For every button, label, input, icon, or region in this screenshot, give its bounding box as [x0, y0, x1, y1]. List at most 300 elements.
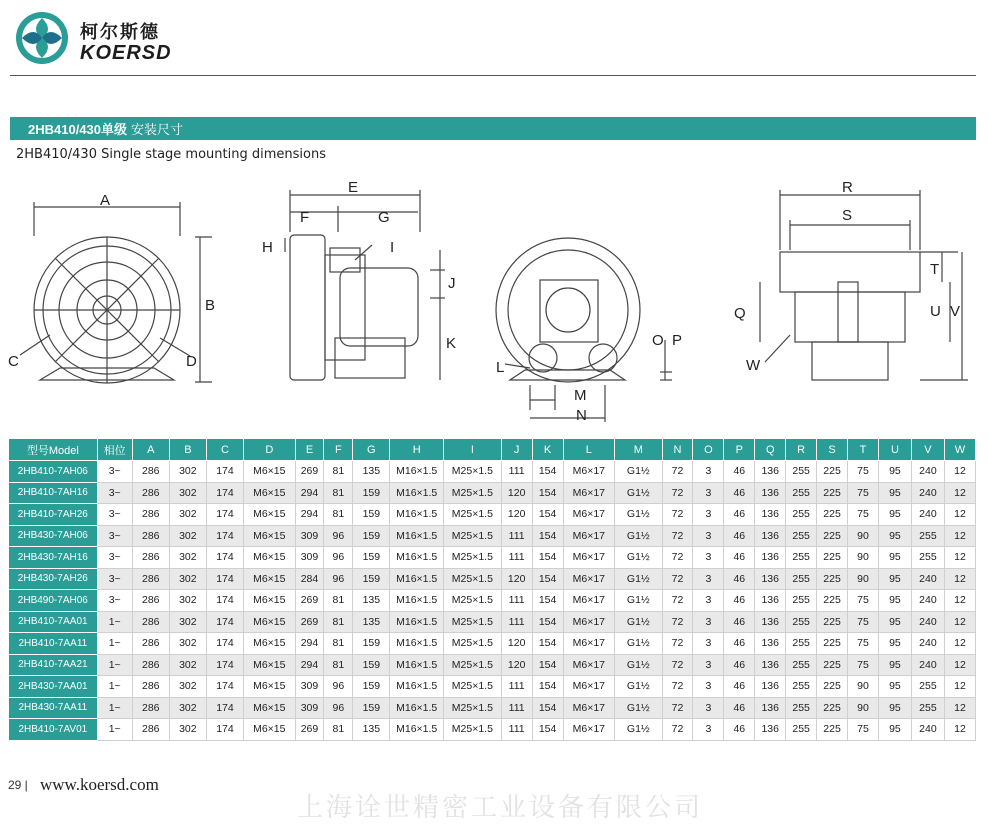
- table-cell: G1½: [615, 719, 662, 741]
- table-cell: 46: [724, 633, 755, 655]
- table-cell: G1½: [615, 697, 662, 719]
- table-cell: 135: [353, 590, 390, 612]
- table-cell: 111: [501, 611, 532, 633]
- model-cell: 2HB430-7AH16: [9, 547, 98, 569]
- table-cell: G1½: [615, 461, 662, 483]
- table-cell: M16×1.5: [390, 547, 444, 569]
- table-cell: 302: [169, 611, 206, 633]
- table-cell: 72: [662, 504, 693, 526]
- table-cell: 294: [295, 504, 324, 526]
- table-cell: 225: [817, 654, 848, 676]
- label-O: O: [652, 332, 664, 349]
- table-cell: 174: [206, 482, 243, 504]
- table-cell: 302: [169, 504, 206, 526]
- table-cell: 240: [911, 482, 944, 504]
- table-cell: 72: [662, 633, 693, 655]
- table-cell: 72: [662, 461, 693, 483]
- label-J: J: [448, 275, 456, 292]
- model-cell: 2HB430-7AH26: [9, 568, 98, 590]
- table-cell: 136: [755, 697, 786, 719]
- table-row: [9, 611, 976, 633]
- label-H: H: [262, 239, 273, 256]
- table-cell: 255: [786, 461, 817, 483]
- table-cell: G1½: [615, 482, 662, 504]
- column-header: I: [443, 439, 501, 461]
- front-view-drawing: [20, 202, 212, 383]
- table-cell: M16×1.5: [390, 482, 444, 504]
- table-cell: 95: [878, 676, 911, 698]
- table-cell: M16×1.5: [390, 461, 444, 483]
- table-cell: 294: [295, 482, 324, 504]
- model-cell: 2HB410-7AA21: [9, 654, 98, 676]
- table-cell: 136: [755, 461, 786, 483]
- table-cell: 286: [132, 568, 169, 590]
- table-cell: 255: [911, 547, 944, 569]
- table-cell: M6×15: [244, 719, 296, 741]
- table-cell: 240: [911, 504, 944, 526]
- model-cell: 2HB410-7AV01: [9, 719, 98, 741]
- table-cell: 294: [295, 654, 324, 676]
- table-cell: 75: [848, 461, 879, 483]
- column-header: A: [132, 439, 169, 461]
- table-cell: 3~: [97, 482, 132, 504]
- table-cell: 95: [878, 633, 911, 655]
- column-header: Q: [755, 439, 786, 461]
- table-cell: 12: [944, 611, 975, 633]
- table-cell: 225: [817, 504, 848, 526]
- table-cell: 95: [878, 654, 911, 676]
- table-cell: 136: [755, 547, 786, 569]
- column-header: S: [817, 439, 848, 461]
- table-cell: 3: [693, 611, 724, 633]
- table-cell: 95: [878, 482, 911, 504]
- table-cell: 240: [911, 461, 944, 483]
- table-cell: 159: [353, 654, 390, 676]
- table-cell: M6×15: [244, 482, 296, 504]
- table-cell: G1½: [615, 547, 662, 569]
- table-cell: 72: [662, 590, 693, 612]
- table-cell: 75: [848, 504, 879, 526]
- table-cell: 154: [532, 568, 563, 590]
- table-cell: 12: [944, 482, 975, 504]
- table-cell: 3: [693, 654, 724, 676]
- table-cell: 255: [786, 676, 817, 698]
- table-cell: 3~: [97, 461, 132, 483]
- table-cell: 154: [532, 504, 563, 526]
- label-S: S: [842, 207, 853, 224]
- table-cell: M25×1.5: [443, 568, 501, 590]
- table-cell: 75: [848, 719, 879, 741]
- table-cell: 136: [755, 719, 786, 741]
- table-cell: 286: [132, 525, 169, 547]
- table-cell: M6×15: [244, 461, 296, 483]
- table-row: [9, 525, 976, 547]
- column-header: J: [501, 439, 532, 461]
- table-cell: M25×1.5: [443, 461, 501, 483]
- table-cell: 72: [662, 654, 693, 676]
- table-cell: M16×1.5: [390, 611, 444, 633]
- label-G: G: [378, 209, 390, 226]
- table-cell: G1½: [615, 525, 662, 547]
- table-cell: 3: [693, 719, 724, 741]
- table-cell: 90: [848, 697, 879, 719]
- table-cell: 225: [817, 547, 848, 569]
- section-title-model: 2HB410/430单级: [28, 122, 127, 137]
- table-cell: 46: [724, 568, 755, 590]
- table-cell: 240: [911, 611, 944, 633]
- table-cell: 255: [786, 697, 817, 719]
- table-cell: 136: [755, 633, 786, 655]
- table-cell: 309: [295, 697, 324, 719]
- table-cell: M25×1.5: [443, 676, 501, 698]
- table-cell: 111: [501, 547, 532, 569]
- table-cell: 286: [132, 697, 169, 719]
- table-row: [9, 654, 976, 676]
- table-cell: 154: [532, 719, 563, 741]
- label-R: R: [842, 179, 853, 196]
- table-cell: 135: [353, 461, 390, 483]
- table-cell: 225: [817, 676, 848, 698]
- table-cell: 3: [693, 461, 724, 483]
- table-cell: M25×1.5: [443, 697, 501, 719]
- table-cell: M6×15: [244, 568, 296, 590]
- table-cell: 3: [693, 525, 724, 547]
- label-E: E: [348, 179, 359, 196]
- table-cell: 159: [353, 568, 390, 590]
- table-cell: 286: [132, 654, 169, 676]
- table-cell: M16×1.5: [390, 590, 444, 612]
- model-cell: 2HB490-7AH06: [9, 590, 98, 612]
- table-cell: 255: [786, 611, 817, 633]
- table-cell: 302: [169, 697, 206, 719]
- table-cell: 96: [324, 697, 353, 719]
- table-cell: 255: [786, 525, 817, 547]
- column-header: N: [662, 439, 693, 461]
- table-cell: 12: [944, 654, 975, 676]
- table-cell: G1½: [615, 568, 662, 590]
- table-cell: 286: [132, 611, 169, 633]
- table-cell: 46: [724, 504, 755, 526]
- label-B: B: [205, 297, 216, 314]
- table-cell: 302: [169, 590, 206, 612]
- table-cell: G1½: [615, 611, 662, 633]
- table-cell: 174: [206, 719, 243, 741]
- table-cell: 225: [817, 590, 848, 612]
- table-cell: 81: [324, 719, 353, 741]
- table-cell: 302: [169, 719, 206, 741]
- table-cell: 255: [786, 482, 817, 504]
- table-cell: 159: [353, 547, 390, 569]
- table-cell: 12: [944, 525, 975, 547]
- column-header: 型号Model: [9, 439, 98, 461]
- model-cell: 2HB430-7AA01: [9, 676, 98, 698]
- column-header: L: [563, 439, 615, 461]
- table-cell: 95: [878, 568, 911, 590]
- table-cell: 255: [786, 654, 817, 676]
- table-cell: 309: [295, 525, 324, 547]
- table-cell: 46: [724, 590, 755, 612]
- page-number: 29 |: [8, 778, 28, 792]
- table-cell: M6×15: [244, 525, 296, 547]
- table-cell: 46: [724, 719, 755, 741]
- table-cell: 111: [501, 676, 532, 698]
- table-cell: M16×1.5: [390, 525, 444, 547]
- table-cell: 136: [755, 611, 786, 633]
- table-cell: 72: [662, 525, 693, 547]
- column-header: U: [878, 439, 911, 461]
- table-cell: 75: [848, 633, 879, 655]
- table-cell: 95: [878, 719, 911, 741]
- table-row: [9, 676, 976, 698]
- table-cell: 174: [206, 461, 243, 483]
- label-L: L: [496, 359, 505, 376]
- table-cell: M6×17: [563, 590, 615, 612]
- table-cell: 1~: [97, 719, 132, 741]
- table-cell: 3: [693, 504, 724, 526]
- table-cell: 255: [786, 633, 817, 655]
- table-cell: 269: [295, 461, 324, 483]
- table-cell: 3: [693, 568, 724, 590]
- table-cell: 135: [353, 611, 390, 633]
- table-cell: 12: [944, 504, 975, 526]
- table-cell: 136: [755, 525, 786, 547]
- table-cell: M6×15: [244, 611, 296, 633]
- table-cell: 174: [206, 676, 243, 698]
- table-cell: M16×1.5: [390, 633, 444, 655]
- table-cell: M6×17: [563, 697, 615, 719]
- column-header: E: [295, 439, 324, 461]
- table-cell: 286: [132, 676, 169, 698]
- table-cell: 255: [786, 719, 817, 741]
- table-cell: 111: [501, 719, 532, 741]
- table-cell: 3~: [97, 590, 132, 612]
- table-cell: 1~: [97, 654, 132, 676]
- table-cell: 225: [817, 697, 848, 719]
- table-cell: 159: [353, 504, 390, 526]
- table-cell: 136: [755, 568, 786, 590]
- table-cell: 12: [944, 568, 975, 590]
- model-cell: 2HB410-7AA11: [9, 633, 98, 655]
- table-cell: 46: [724, 525, 755, 547]
- table-cell: 154: [532, 697, 563, 719]
- table-row: [9, 719, 976, 741]
- table-cell: 46: [724, 697, 755, 719]
- table-cell: 240: [911, 654, 944, 676]
- table-cell: M6×15: [244, 504, 296, 526]
- table-cell: 154: [532, 461, 563, 483]
- table-cell: 46: [724, 482, 755, 504]
- table-cell: M25×1.5: [443, 504, 501, 526]
- table-cell: 302: [169, 654, 206, 676]
- table-row: [9, 633, 976, 655]
- table-cell: M16×1.5: [390, 504, 444, 526]
- table-row: [9, 547, 976, 569]
- table-cell: 136: [755, 504, 786, 526]
- table-cell: 174: [206, 590, 243, 612]
- table-cell: M25×1.5: [443, 633, 501, 655]
- table-cell: 174: [206, 611, 243, 633]
- table-cell: 1~: [97, 676, 132, 698]
- label-K: K: [446, 335, 457, 352]
- table-cell: G1½: [615, 504, 662, 526]
- table-cell: 46: [724, 461, 755, 483]
- table-cell: 286: [132, 461, 169, 483]
- table-cell: 225: [817, 568, 848, 590]
- table-cell: 3: [693, 482, 724, 504]
- table-cell: 46: [724, 676, 755, 698]
- table-cell: 174: [206, 547, 243, 569]
- table-cell: 255: [786, 568, 817, 590]
- table-cell: M16×1.5: [390, 676, 444, 698]
- table-cell: 3~: [97, 504, 132, 526]
- table-cell: 12: [944, 697, 975, 719]
- table-cell: M25×1.5: [443, 525, 501, 547]
- table-cell: 225: [817, 525, 848, 547]
- table-cell: 302: [169, 547, 206, 569]
- table-cell: 3: [693, 676, 724, 698]
- table-cell: 75: [848, 482, 879, 504]
- table-cell: 284: [295, 568, 324, 590]
- table-cell: 154: [532, 654, 563, 676]
- table-cell: 154: [532, 547, 563, 569]
- table-cell: 286: [132, 482, 169, 504]
- table-cell: 269: [295, 590, 324, 612]
- end-view-drawing: [760, 190, 968, 380]
- column-header: K: [532, 439, 563, 461]
- website-link[interactable]: www.koersd.com: [40, 775, 159, 794]
- label-N: N: [576, 407, 587, 424]
- table-cell: 90: [848, 547, 879, 569]
- table-row: [9, 482, 976, 504]
- table-cell: M6×17: [563, 676, 615, 698]
- table-cell: 12: [944, 719, 975, 741]
- table-cell: G1½: [615, 633, 662, 655]
- table-cell: 269: [295, 611, 324, 633]
- table-cell: M6×17: [563, 461, 615, 483]
- section-title-text: 安装尺寸: [131, 123, 184, 138]
- table-cell: 96: [324, 547, 353, 569]
- table-cell: G1½: [615, 590, 662, 612]
- label-T: T: [930, 261, 940, 278]
- table-cell: 72: [662, 697, 693, 719]
- column-header: 相位: [97, 439, 132, 461]
- table-cell: 95: [878, 590, 911, 612]
- table-cell: 174: [206, 654, 243, 676]
- table-cell: M6×17: [563, 633, 615, 655]
- table-cell: 154: [532, 525, 563, 547]
- table-cell: 111: [501, 525, 532, 547]
- column-header: G: [353, 439, 390, 461]
- table-cell: 81: [324, 654, 353, 676]
- column-header: H: [390, 439, 444, 461]
- table-cell: G1½: [615, 676, 662, 698]
- table-cell: M6×15: [244, 654, 296, 676]
- table-cell: 286: [132, 719, 169, 741]
- table-cell: 120: [501, 654, 532, 676]
- label-V: V: [950, 303, 961, 320]
- table-cell: 302: [169, 482, 206, 504]
- table-row: [9, 590, 976, 612]
- column-header: V: [911, 439, 944, 461]
- table-cell: 302: [169, 633, 206, 655]
- mounting-drawings: [0, 170, 1000, 432]
- table-cell: 135: [353, 719, 390, 741]
- table-cell: M6×15: [244, 590, 296, 612]
- table-cell: 154: [532, 676, 563, 698]
- table-cell: 174: [206, 633, 243, 655]
- model-cell: 2HB410-7AH16: [9, 482, 98, 504]
- column-header: F: [324, 439, 353, 461]
- table-cell: 81: [324, 633, 353, 655]
- table-cell: 286: [132, 590, 169, 612]
- label-C: C: [8, 353, 19, 370]
- table-cell: M6×17: [563, 719, 615, 741]
- table-cell: 136: [755, 654, 786, 676]
- table-cell: 154: [532, 590, 563, 612]
- table-cell: 159: [353, 697, 390, 719]
- table-cell: 286: [132, 504, 169, 526]
- table-cell: 96: [324, 676, 353, 698]
- column-header: R: [786, 439, 817, 461]
- table-cell: 46: [724, 654, 755, 676]
- table-cell: 72: [662, 547, 693, 569]
- table-cell: 136: [755, 590, 786, 612]
- table-cell: 302: [169, 525, 206, 547]
- table-cell: 240: [911, 568, 944, 590]
- table-cell: M25×1.5: [443, 590, 501, 612]
- table-cell: 95: [878, 611, 911, 633]
- table-cell: 159: [353, 482, 390, 504]
- table-cell: 111: [501, 461, 532, 483]
- dimension-table: [8, 438, 976, 741]
- company-watermark: 上海诠世精密工业设备有限公司: [296, 793, 703, 823]
- table-cell: 159: [353, 525, 390, 547]
- table-cell: 95: [878, 547, 911, 569]
- table-cell: 240: [911, 719, 944, 741]
- table-cell: 120: [501, 504, 532, 526]
- brand-name-cn: 柯尔斯德: [80, 22, 160, 43]
- table-cell: M6×17: [563, 504, 615, 526]
- label-F: F: [300, 209, 310, 226]
- table-header-row: [9, 439, 976, 461]
- table-cell: 46: [724, 547, 755, 569]
- table-cell: 225: [817, 461, 848, 483]
- table-cell: M25×1.5: [443, 547, 501, 569]
- table-cell: 174: [206, 525, 243, 547]
- table-cell: 12: [944, 633, 975, 655]
- section-subtitle: 2HB410/430 Single stage mounting dimensions: [16, 147, 326, 162]
- model-cell: 2HB430-7AH06: [9, 525, 98, 547]
- table-cell: 1~: [97, 633, 132, 655]
- table-cell: 111: [501, 590, 532, 612]
- table-cell: 120: [501, 568, 532, 590]
- table-cell: 225: [817, 482, 848, 504]
- table-cell: 81: [324, 504, 353, 526]
- table-cell: 159: [353, 676, 390, 698]
- table-cell: 95: [878, 461, 911, 483]
- model-cell: 2HB410-7AA01: [9, 611, 98, 633]
- table-cell: M6×15: [244, 697, 296, 719]
- table-cell: M16×1.5: [390, 568, 444, 590]
- label-M: M: [574, 387, 587, 404]
- label-U: U: [930, 303, 941, 320]
- table-cell: 3~: [97, 568, 132, 590]
- table-cell: 154: [532, 611, 563, 633]
- table-cell: M6×17: [563, 525, 615, 547]
- model-cell: 2HB410-7AH06: [9, 461, 98, 483]
- table-cell: 269: [295, 719, 324, 741]
- table-cell: 3: [693, 633, 724, 655]
